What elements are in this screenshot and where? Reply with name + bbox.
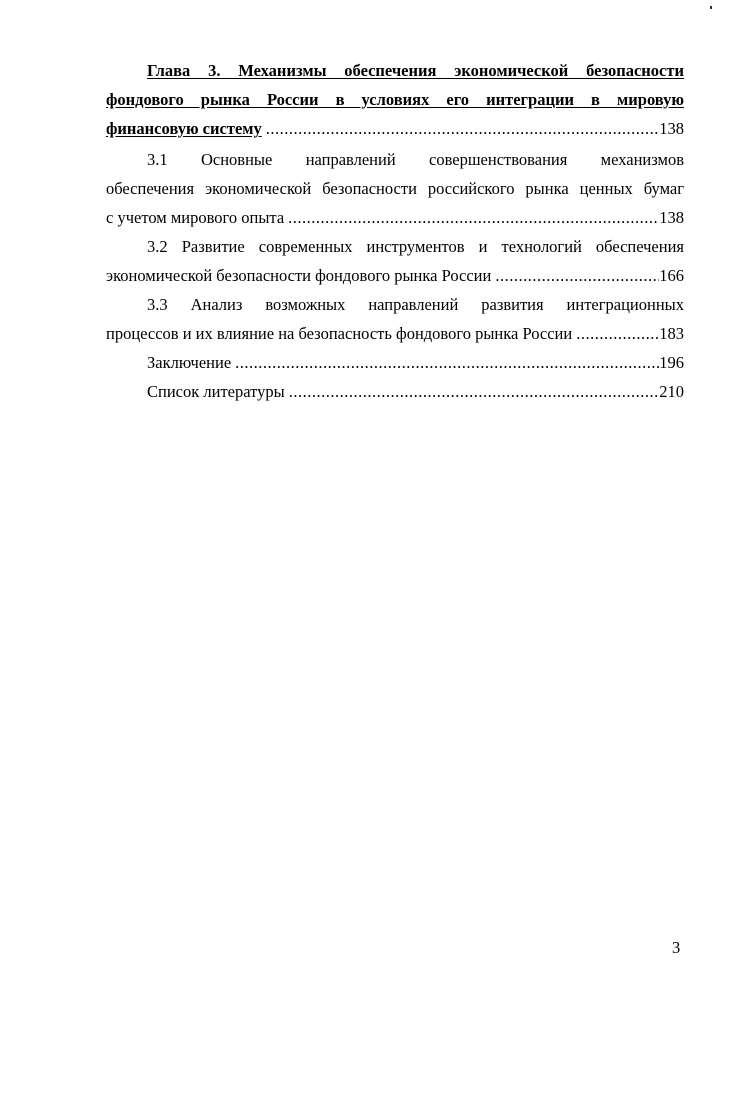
dot-leader — [572, 319, 659, 348]
dot-leader — [491, 261, 659, 290]
toc-section-3-1-page: 138 — [659, 208, 684, 227]
dot-leader — [284, 203, 659, 232]
scan-mark — [710, 6, 712, 9]
toc-section-3-1-line-1 — [106, 145, 684, 174]
toc-section-3-2-line-1 — [106, 232, 684, 261]
toc-section-3-3 — [106, 290, 684, 348]
toc-conclusion-line — [106, 348, 684, 377]
toc-section-3-3-page: 183 — [659, 324, 684, 343]
toc-section-3-3-line-2 — [106, 319, 684, 348]
toc-section-3-2 — [106, 232, 684, 290]
toc-conclusion-text: Заключение — [147, 353, 232, 372]
toc-section-3-2-page: 166 — [659, 266, 684, 285]
dot-leader — [285, 377, 660, 406]
toc-bibliography-text: Список литературы — [147, 382, 285, 401]
toc-section-3-1-title: Основные направлений совершенствования механизмов — [200, 150, 684, 169]
toc-section-3-1-line-3-text: с учетом мирового опыта — [106, 208, 285, 227]
toc-section-3-3-number: 3.3 — [147, 295, 168, 314]
toc-section-3-1-line-2: обеспечения экономической безопасности российского рынка ценных бумаг — [106, 179, 684, 198]
toc-section-3-2-number: 3.2 — [147, 237, 168, 256]
toc-chapter-3-line-3 — [106, 114, 684, 143]
table-of-contents — [106, 56, 684, 406]
toc-conclusion-page: 196 — [659, 353, 684, 372]
dot-leader — [231, 348, 659, 377]
toc-chapter-3-line-1: Глава 3. Механизмы обеспечения экономической безопасности — [147, 61, 684, 80]
toc-bibliography-page: 210 — [659, 382, 684, 401]
toc-conclusion — [106, 348, 684, 377]
page-number: 3 — [672, 938, 681, 957]
toc-section-3-1-number: 3.1 — [147, 150, 168, 169]
toc-chapter-3-line-2: фондового рынка России в условиях его интеграции в мировую — [106, 90, 684, 109]
toc-bibliography-line — [106, 377, 684, 406]
toc-section-3-2-line-2 — [106, 261, 684, 290]
toc-section-3-3-line-1 — [106, 290, 684, 319]
toc-section-3-1 — [106, 145, 684, 232]
toc-chapter-3-line-3-text: финансовую систему — [106, 119, 262, 138]
toc-section-3-1-line-3 — [106, 203, 684, 232]
toc-chapter-3-page: 138 — [659, 119, 684, 138]
toc-chapter-3 — [106, 56, 684, 143]
toc-bibliography — [106, 377, 684, 406]
dot-leader — [262, 114, 659, 143]
toc-section-3-2-line-2-text: экономической безопасности фондового рынка России — [106, 266, 492, 285]
toc-section-3-3-title: Анализ возможных направлений развития интеграционных — [190, 295, 684, 314]
toc-section-3-3-line-2-text: процессов и их влияние на безопасность фондового рынка России — [106, 324, 573, 343]
toc-section-3-2-title: Развитие современных инструментов и технологий обеспечения — [181, 237, 684, 256]
